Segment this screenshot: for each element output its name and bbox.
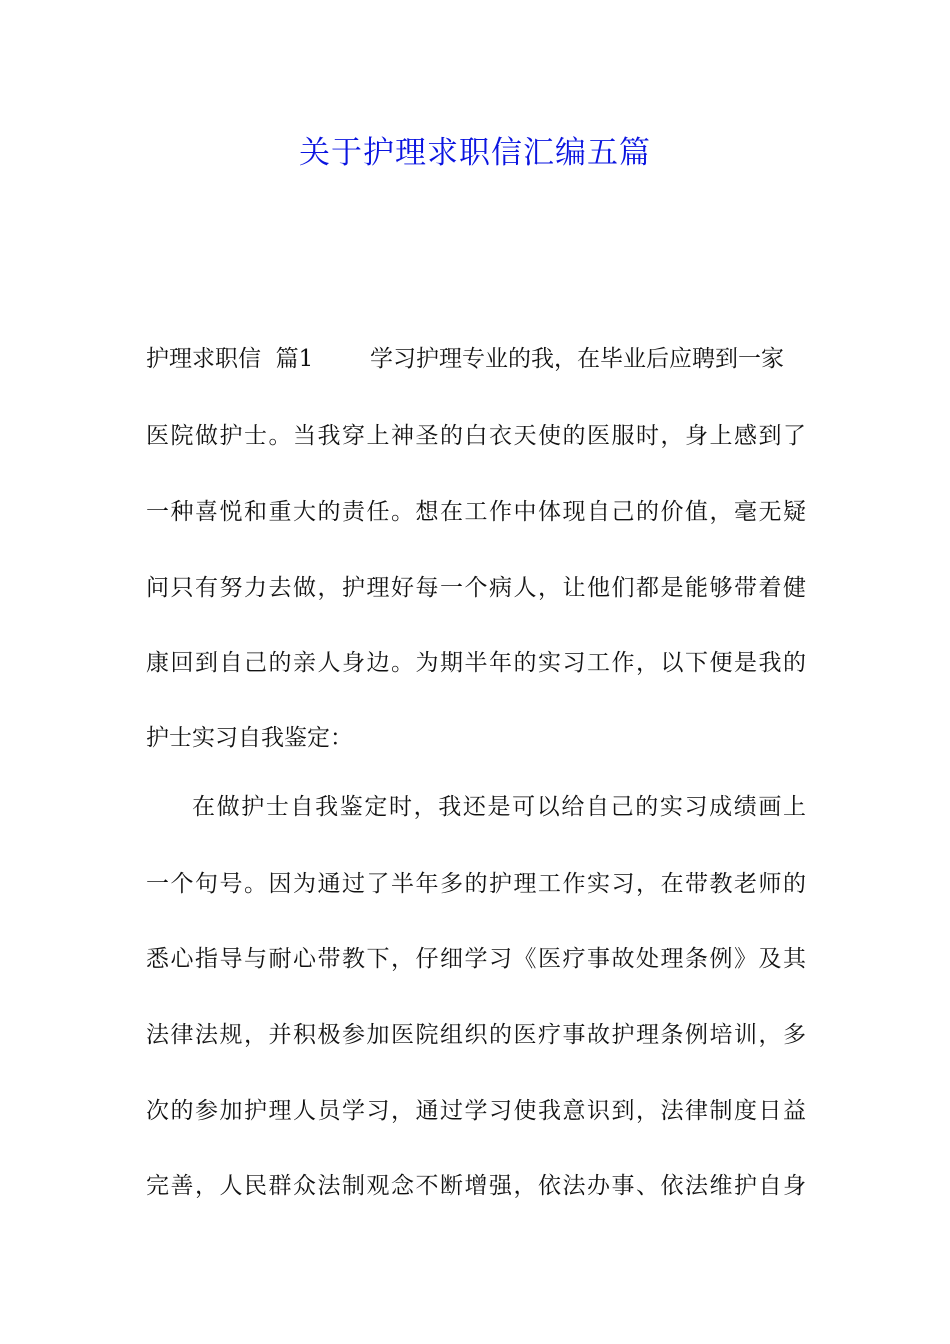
paragraph-line: 次的参加护理人员学习，通过学习使我意识到，法律制度日益 [146, 1098, 806, 1124]
paragraph-line: 一个句号。因为通过了半年多的护理工作实习，在带教老师的 [146, 871, 806, 897]
paragraph-line: 医院做护士。当我穿上神圣的白衣天使的医服时，身上感到了 [146, 423, 806, 449]
section-heading: 护理求职信 篇1 [146, 346, 314, 372]
paragraph-line: 悉心指导与耐心带教下，仔细学习《医疗事故处理条例》及其 [146, 946, 806, 972]
paragraph-line: 问只有努力去做，护理好每一个病人，让他们都是能够带着健 [146, 575, 806, 601]
paragraph-line: 法律法规，并积极参加医院组织的医疗事故护理条例培训，多 [146, 1022, 806, 1048]
paragraph-text: 学习护理专业的我，在毕业后应聘到一家 [370, 346, 784, 372]
paragraph-line: 在做护士自我鉴定时，我还是可以给自己的实习成绩画上 [192, 794, 806, 820]
paragraph-line: 护士实习自我鉴定： [146, 725, 353, 751]
paragraph-line: 一种喜悦和重大的责任。想在工作中体现自己的价值，毫无疑 [146, 499, 806, 525]
paragraph-line: 康回到自己的亲人身边。为期半年的实习工作，以下便是我的 [146, 650, 806, 676]
paragraph-line: 完善，人民群众法制观念不断增强，依法办事、依法维护自身 [146, 1173, 806, 1199]
paragraph-line [146, 339, 806, 379]
document-title: 关于护理求职信汇编五篇 [299, 135, 651, 171]
